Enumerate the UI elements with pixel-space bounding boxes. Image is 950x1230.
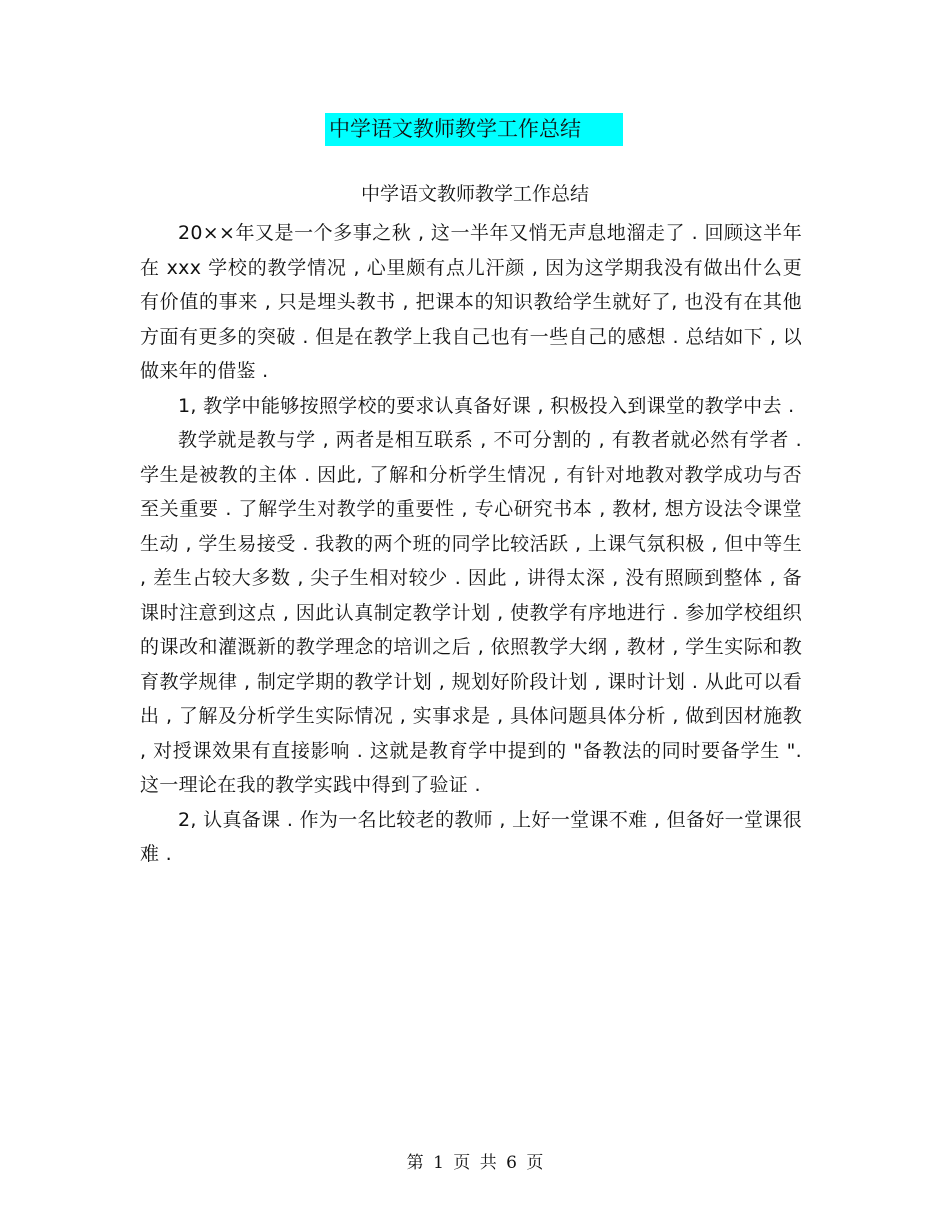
body-paragraph-2: 1, 教学中能够按照学校的要求认真备好课 , 积极投入到课堂的教学中去 . xyxy=(178,394,795,417)
document-title: 中学语文教师教学工作总结 xyxy=(325,113,623,146)
document-subtitle: 中学语文教师教学工作总结 xyxy=(360,183,589,205)
page-number-footer: 第 1 页 共 6 页 xyxy=(406,1153,544,1173)
document-body xyxy=(140,216,802,872)
body-paragraph-3: 教学就是教与学 , 两者是相互联系 , 不可分割的 , 有教者就必然有学者 . 学生是被教的主体 . 因此, 了解和分析学生情况 , 有针对地教对教学成功与否至关重要 . 了解学生对教学的重要性 , 专心研究书本 , 教材, 想方设法令课堂生动 , 学生易接受 . 我教的两个班的同学比较活跃 , 上课气氛积极 , 但中等生 , 差生占较大多数 , 尖子生相对较少 . 因此 , 讲得太深 , 没有照顾到整体 , 备课时注意到这点 , 因此认真制定教学计划 , 使教学有序地进行 . 参加学校组织的课改和灌溉新的教学理念的培训之后 , 依照教学大纲 , 教材 , 学生实际和教育教学规律 , 制定学期的教学计划 , 规划好阶段计划 , 课时计划 . 从此可以看出 , 了解及分析学生实际情况 , 实事求是 , 具体问题具体分析 , 做到因材施教 , 对授课效果有直接影响 . 这就是教育学中提到的 "备教法的同时要备学生 ". 这一理论在我的教学实践中得到了验证 . xyxy=(140,429,802,796)
body-paragraph-4: 2, 认真备课 . 作为一名比较老的教师 , 上好一堂课不难 , 但备好一堂课很难 . xyxy=(140,808,802,865)
body-paragraph-1: 20××年又是一个多事之秋 , 这一半年又悄无声息地溜走了 . 回顾这半年在 xxx 学校的教学情况 , 心里颇有点儿汗颜 , 因为这学期我没有做出什么更有价值的事来 , 只是埋头教书 , 把课本的知识教给学生就好了, 也没有在其他方面有更多的突破 . 但是在教学上我自己也有一些自己的感想 . 总结如下 , 以做来年的借鉴 . xyxy=(140,222,802,382)
